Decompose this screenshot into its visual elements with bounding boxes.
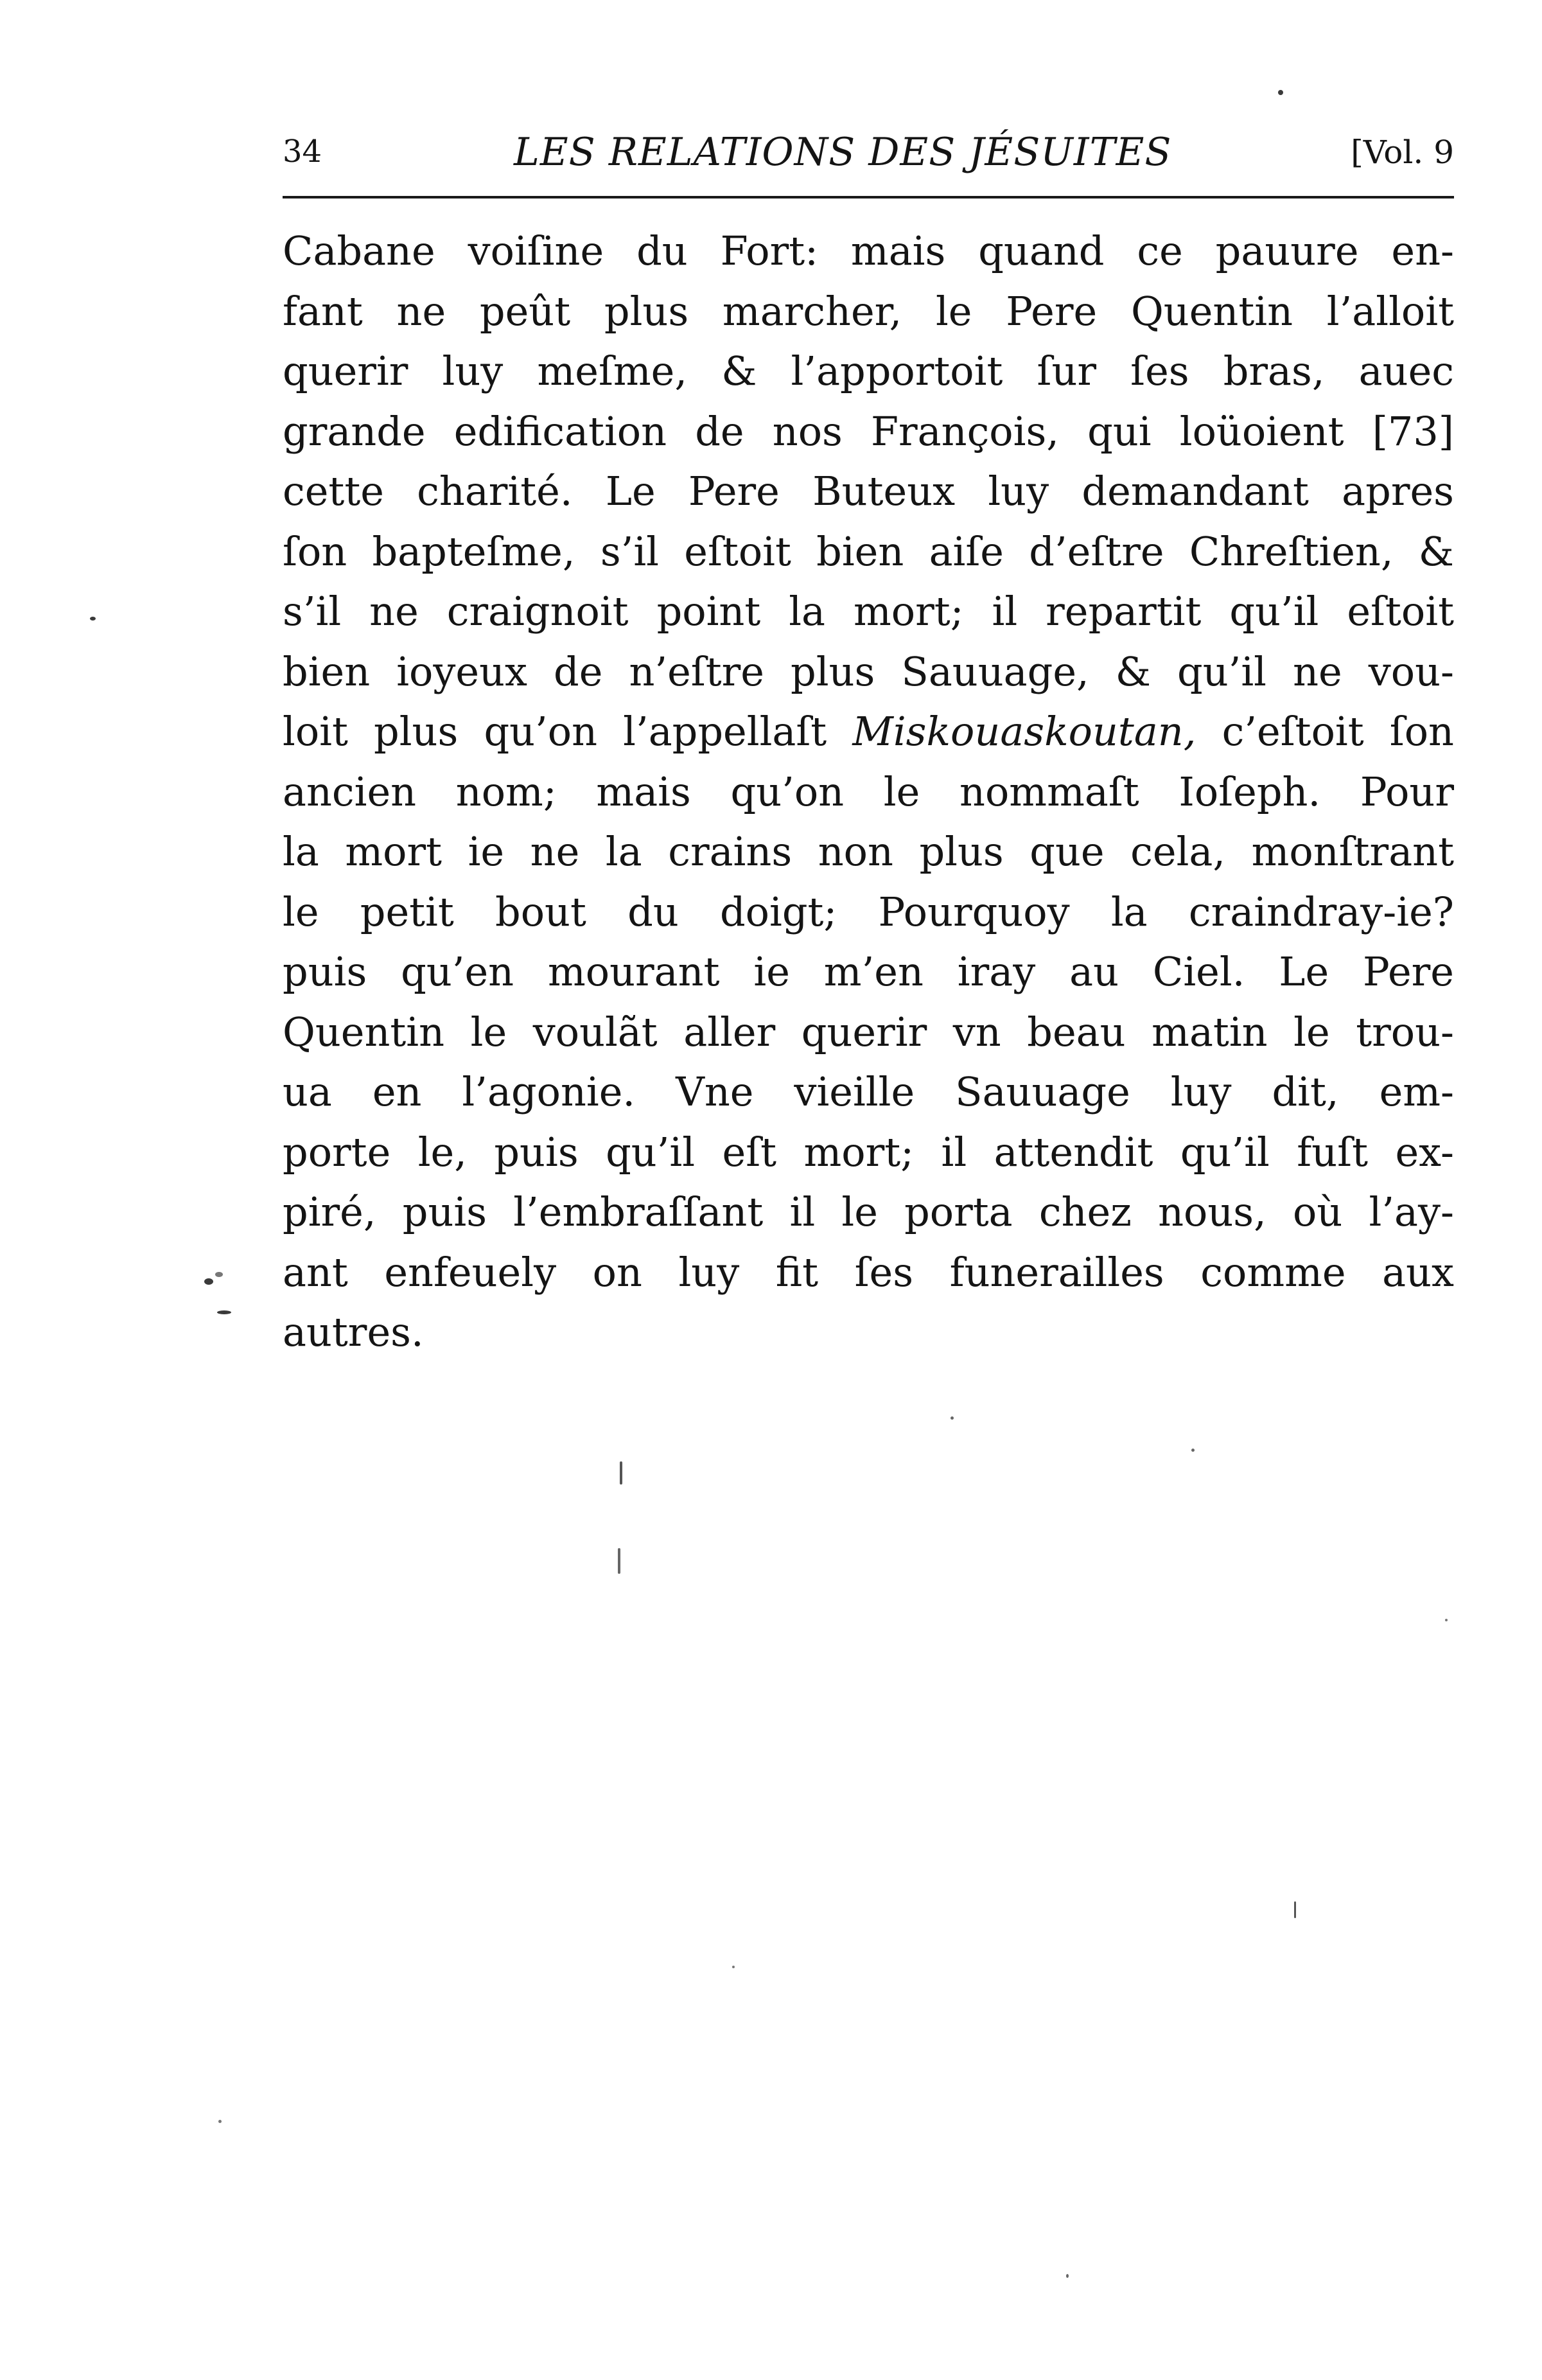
- scan-speck: [951, 1416, 954, 1420]
- text-line: le petit bout du doigt; Pourquoy la craindray-ie?: [283, 888, 1454, 935]
- scan-speck: [1278, 90, 1283, 95]
- text-line: ant enfeuely on luy fit ſes funerailles comme aux: [283, 1248, 1454, 1296]
- text-line: grande edification de nos François, qui loüoient [73]: [283, 407, 1454, 455]
- text-line: s’il ne craignoit point la mort; il repartit qu’il eſtoit: [283, 588, 1454, 635]
- italic-name: Miskouaskoutan,: [852, 708, 1196, 755]
- text-line: ſon bapteſme, s’il eſtoit bien aiſe d’eſtre Chreſtien, &: [283, 527, 1454, 575]
- scan-speck: [204, 1278, 213, 1285]
- text-line: [283, 701, 1454, 762]
- scan-speck: [218, 2120, 222, 2123]
- text-line: ancien nom; mais qu’on le nommaſt Ioſeph. Pour: [283, 768, 1454, 815]
- text-segment: c’eſtoit ſon: [1196, 708, 1454, 755]
- scan-speck: [217, 1310, 231, 1314]
- running-title: LES RELATIONS DES JÉSUITES: [514, 130, 1172, 175]
- text-line: ua en l’agonie. Vne vieille Sauuage luy dit, em-: [283, 1068, 1454, 1115]
- text-line: querir luy meſme, & l’apportoit ſur ſes bras, auec: [283, 348, 1454, 394]
- scan-speck: [215, 1272, 223, 1277]
- scan-speck: [1066, 2274, 1069, 2278]
- scan-speck: [732, 1966, 735, 1968]
- scan-speck: [620, 1461, 622, 1485]
- text-line: Quentin le voulãt aller querir vn beau matin le trou-: [283, 1008, 1454, 1055]
- text-line: puis qu’en mourant ie m’en iray au Ciel. Le Pere: [283, 948, 1454, 995]
- header-rule: [283, 196, 1454, 198]
- text-line: Cabane voiſine du Fort: mais quand ce pauure en-: [283, 227, 1454, 274]
- scan-speck: [1445, 1619, 1448, 1621]
- text-line: piré, puis l’embraſſant il le porta chez nous, où l’ay-: [283, 1188, 1454, 1235]
- text-line: fant ne peût plus marcher, le Pere Quentin l’alloit: [283, 287, 1454, 335]
- body-text: [283, 221, 1454, 1362]
- text-segment: loit plus qu’on l’appellaſt: [283, 708, 853, 755]
- scan-speck: [618, 1548, 620, 1574]
- page-number: 34: [283, 134, 322, 170]
- volume-marker: [Vol. 9: [1351, 134, 1454, 171]
- text-line: la mort ie ne la crains non plus que cela, monſtrant: [283, 828, 1454, 875]
- text-line: porte le, puis qu’il eſt mort; il attendit qu’il fuſt ex-: [283, 1128, 1454, 1176]
- running-head: [283, 126, 1454, 184]
- text-line: cette charité. Le Pere Buteux luy demandant apres: [283, 468, 1454, 515]
- text-line: bien ioyeux de n’eſtre plus Sauuage, & qu’il ne vou-: [283, 648, 1454, 695]
- text-line: autres.: [283, 1309, 424, 1355]
- scan-speck: [1294, 1901, 1296, 1918]
- scan-speck: [90, 617, 96, 621]
- scan-speck: [1191, 1449, 1195, 1452]
